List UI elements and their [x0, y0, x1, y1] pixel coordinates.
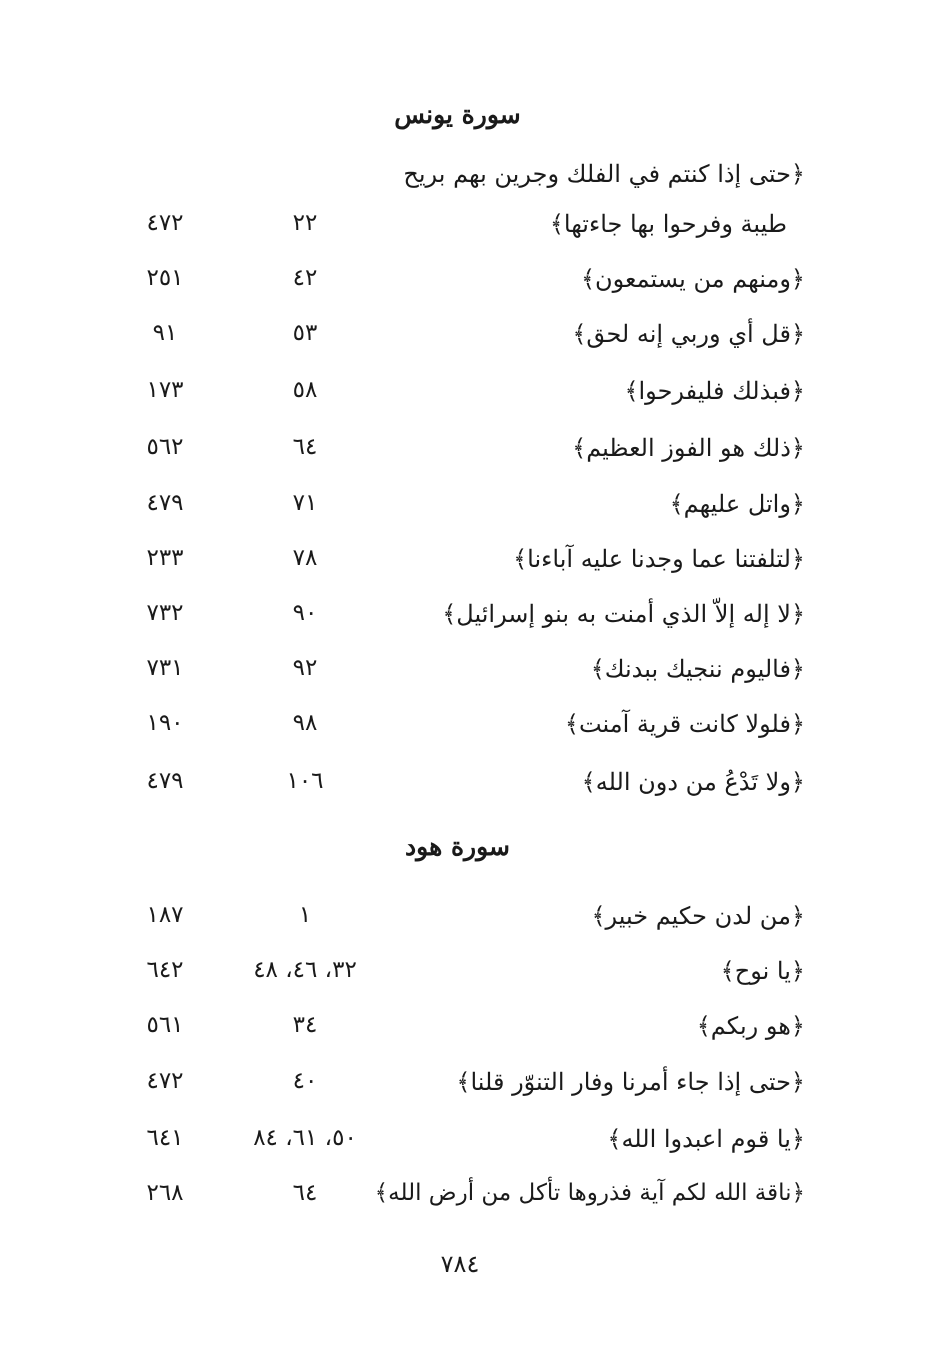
- verse-text: ﴿ناقة الله لكم آية فذروها تأكل من أرض الله﴾: [374, 1180, 805, 1206]
- table-row: [0, 1012, 945, 1062]
- page-reference: ١٨٧: [146, 902, 184, 928]
- verse-text: ﴿قل أي وربي إنه لحق﴾: [572, 320, 805, 348]
- page-reference: ٢٣٣: [146, 545, 184, 571]
- verse-text: ﴿لتلفتنا عما وجدنا عليه آباءنا﴾: [513, 545, 805, 573]
- verse-text: ﴿يا قوم اعبدوا الله﴾: [607, 1125, 805, 1153]
- table-row: [0, 655, 945, 705]
- page-reference: ٦٤١: [146, 1125, 184, 1151]
- ayah-number: ١: [298, 902, 312, 928]
- page-reference: ٧٣١: [146, 655, 184, 681]
- table-row: [0, 768, 945, 818]
- page-reference: ٦٤٢: [146, 957, 184, 983]
- table-row: [0, 210, 945, 260]
- ayah-number: ٥٣: [292, 320, 318, 346]
- verse-text: ﴿ومنهم من يستمعون﴾: [580, 265, 805, 293]
- verse-text: ﴿يا نوح﴾: [720, 957, 805, 985]
- ayah-number: ٣٤: [292, 1012, 318, 1038]
- table-row: [0, 957, 945, 1007]
- page-reference: ٥٦٢: [146, 434, 184, 460]
- ayah-number: ٥٠، ٦١، ٨٤: [253, 1125, 357, 1151]
- verse-text: ﴿فاليوم ننجيك ببدنك﴾: [590, 655, 805, 683]
- verse-text: ﴿فبذلك فليفرحوا﴾: [624, 377, 805, 405]
- ayah-number: ٩٢: [292, 655, 318, 681]
- page-reference: ٩١: [152, 320, 178, 346]
- verse-text: ﴿ولا تَدْعُ من دون الله﴾: [581, 768, 805, 796]
- page-reference: ١٩٠: [146, 710, 184, 736]
- table-row: [0, 545, 945, 595]
- ayah-number: ٦٤: [292, 434, 318, 460]
- verse-text: ﴿فلولا كانت قرية آمنت﴾: [564, 710, 805, 738]
- page-reference: ٢٥١: [146, 265, 184, 291]
- section-title-hud: سورة هود: [405, 832, 510, 861]
- table-row: [0, 434, 945, 484]
- page-reference: ٧٣٢: [146, 600, 184, 626]
- page-reference: ٤٧٩: [146, 768, 184, 794]
- ayah-number: ٧٨: [292, 545, 318, 571]
- page-reference: ٤٧٢: [146, 210, 184, 236]
- page-reference: ٤٧٩: [146, 490, 184, 516]
- table-row: [0, 160, 945, 210]
- table-row: [0, 1068, 945, 1118]
- table-row: [0, 710, 945, 760]
- verse-text: ﴿حتى إذا كنتم في الفلك وجرين بهم بريح: [403, 160, 805, 188]
- page-number: ٧٨٤: [440, 1250, 480, 1278]
- verse-text: طيبة وفرحوا بها جاءتها﴾: [549, 210, 787, 238]
- table-row: [0, 902, 945, 952]
- ayah-number: ٤٠: [292, 1068, 318, 1094]
- verse-text: ﴿واتل عليهم﴾: [669, 490, 805, 518]
- page-reference: ٥٦١: [146, 1012, 184, 1038]
- verse-text: ﴿من لدن حكيم خبير﴾: [591, 902, 805, 930]
- verse-text: ﴿هو ربكم﴾: [696, 1012, 805, 1040]
- page-reference: ١٧٣: [146, 377, 184, 403]
- table-row: [0, 320, 945, 370]
- verse-text: ﴿ذلك هو الفوز العظيم﴾: [572, 434, 805, 462]
- table-row: [0, 377, 945, 427]
- table-row: [0, 265, 945, 315]
- ayah-number: ٣٢، ٤٦، ٤٨: [253, 957, 357, 983]
- ayah-number: ٧١: [292, 490, 318, 516]
- ayah-number: ٢٢: [292, 210, 318, 236]
- verse-text: ﴿لا إله إلاّ الذي أمنت به بنو إسرائيل﴾: [442, 600, 805, 628]
- table-row: [0, 1180, 945, 1230]
- ayah-number: ٦٤: [292, 1180, 318, 1206]
- ayah-number: ١٠٦: [286, 768, 324, 794]
- page-reference: ٢٦٨: [146, 1180, 184, 1206]
- table-row: [0, 1125, 945, 1175]
- table-row: [0, 490, 945, 540]
- ayah-number: ٩٨: [292, 710, 318, 736]
- page-reference: ٤٧٢: [146, 1068, 184, 1094]
- section-title-yunus: سورة يونس: [394, 100, 521, 129]
- verse-text: ﴿حتى إذا جاء أمرنا وفار التنوّر قلنا﴾: [456, 1068, 805, 1096]
- ayah-number: ٤٢: [292, 265, 318, 291]
- table-row: [0, 600, 945, 650]
- ayah-number: ٥٨: [292, 377, 318, 403]
- ayah-number: ٩٠: [292, 600, 318, 626]
